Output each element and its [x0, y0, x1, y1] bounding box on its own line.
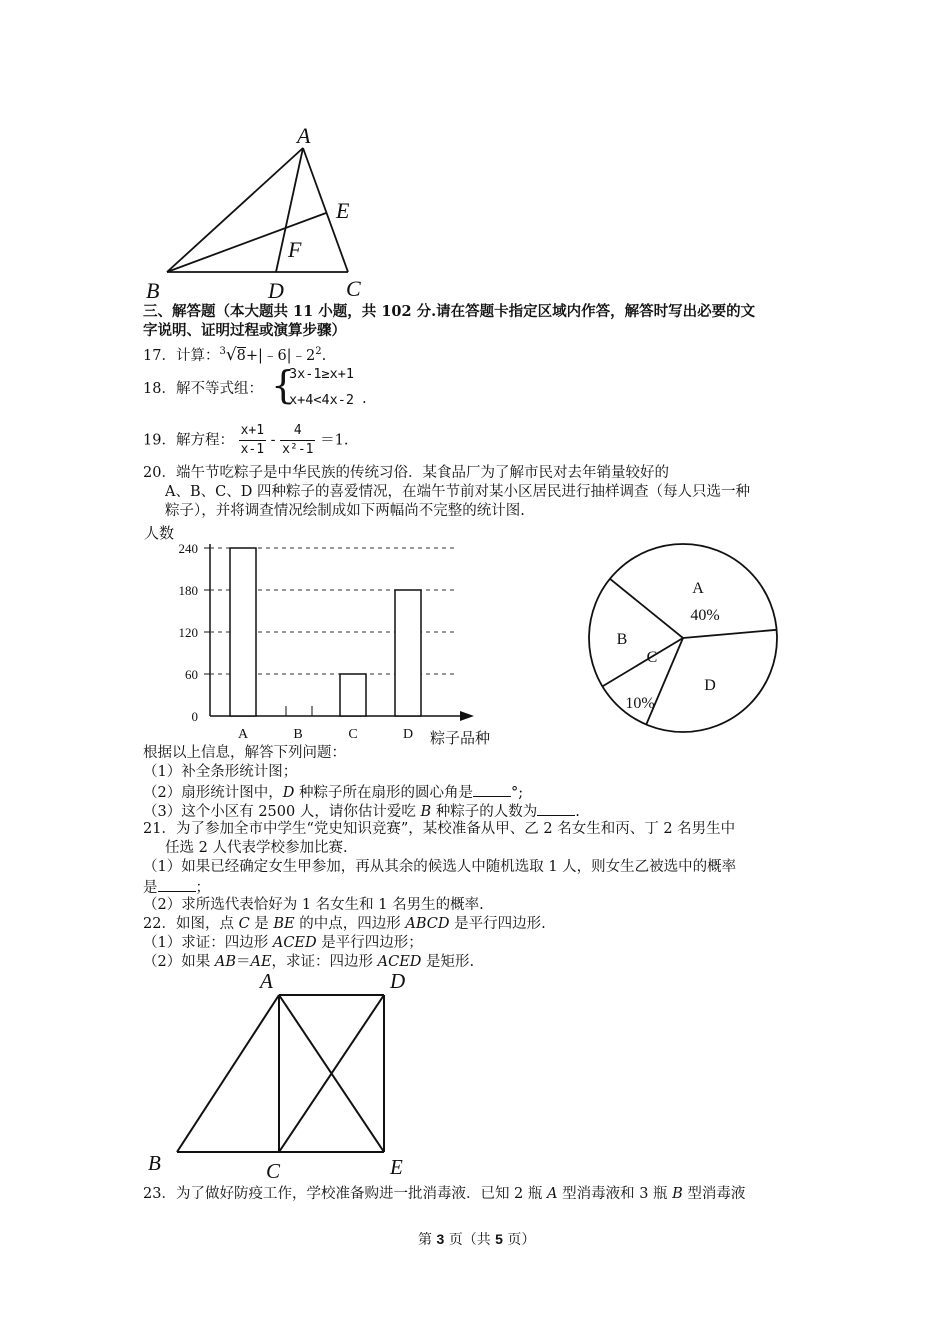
- label-c: C: [266, 1159, 281, 1183]
- section-heading-line1: 三、解答题（本大题共 11 小题，共 102 分.请在答题卡指定区域内作答，解答时写出必要的文: [143, 303, 756, 320]
- answer-blank[interactable]: [537, 801, 575, 816]
- question-21-line1: 21．为了参加全市中学生“党史知识竞赛”，某校准备从甲、乙 2 名女生和丙、丁 2 名男生中: [143, 821, 736, 837]
- pie-percent-A: 40%: [690, 607, 720, 624]
- pie-chart: [580, 540, 780, 740]
- y-tick-label: 240: [178, 541, 198, 556]
- pie-label-C: C: [646, 649, 658, 666]
- question-21-sub1-line1: （1）如果已经确定女生甲参加，再从其余的候选人中随机选取 1 人，则女生乙被选中的概率: [143, 859, 737, 875]
- question-20-sub2: （2）扇形统计图中，D 种粽子所在扇形的圆心角是 °;: [143, 782, 523, 802]
- label-a: A: [297, 123, 311, 148]
- bar-A: [230, 548, 256, 716]
- bar-D: [395, 590, 421, 716]
- section-heading-line2: 字说明、证明过程或演算步骤）: [143, 322, 346, 339]
- question-21-sub2: （2）求所选代表恰好为 1 名女生和 1 名男生的概率.: [143, 897, 484, 913]
- inequality-2: x+4<4x-2: [289, 392, 355, 408]
- label-b: B: [148, 1151, 161, 1175]
- label-f: F: [288, 237, 302, 262]
- y-axis-label: 人数: [144, 526, 175, 542]
- label-a: A: [260, 969, 273, 993]
- y-tick-label: 60: [185, 667, 198, 682]
- question-20-line2: A、B、C、D 四种粽子的喜爱情况，在端午节前对某小区居民进行抽样调查（每人只选一种: [165, 484, 750, 500]
- triangle-figure: [140, 120, 380, 305]
- question-17: 17．计算：$^3√8+|﹣6|﹣2^2$.: [143, 344, 327, 365]
- label-c: C: [346, 276, 361, 301]
- fraction-2: $\frac{4}{\text{x²-1}}$: [282, 423, 314, 457]
- question-20-sub1: （1）补全条形统计图；: [143, 764, 298, 780]
- x-axis-label: 粽子品种: [430, 731, 491, 747]
- inequality-1: 3x-1≥x+1: [289, 366, 355, 382]
- pie-label-B: B: [616, 631, 628, 648]
- question-22-sub2: （2）如果 AB＝AE，求证：四边形 ACED 是矩形.: [143, 954, 475, 970]
- question-20-line1: 20．端午节吃粽子是中华民族的传统习俗．某食品厂为了解市民对去年销量较好的: [143, 465, 669, 481]
- question-21-line2: 任选 2 人代表学校参加比赛.: [165, 840, 348, 856]
- pie-label-D: D: [704, 677, 716, 694]
- question-19: 19．解方程： $\frac{x+1}{x-1}$ - $\frac{4}{\text{x²-1}}$ ＝1.: [143, 423, 349, 457]
- side-ab: [177, 995, 279, 1152]
- pie-label-A: A: [692, 580, 704, 597]
- question-22-sub1: （1）求证：四边形 ACED 是平行四边形；: [143, 935, 423, 951]
- question-20-prompt: 根据以上信息，解答下列问题：: [143, 745, 346, 761]
- segment-be: [167, 213, 326, 272]
- brace-symbol: {: [271, 363, 296, 407]
- page-footer: 第 3 页（共 5 页）: [418, 1231, 536, 1248]
- question-23-line1: 23．为了做好防疫工作，学校准备购进一批消毒液．已知 2 瓶 A 型消毒液和 3 瓶 B 型消毒液: [143, 1186, 746, 1202]
- fraction-1: $\frac{x+1}{x-1}$: [240, 423, 265, 457]
- label-d: D: [268, 278, 284, 303]
- answer-blank[interactable]: [473, 782, 511, 797]
- question-22: 22．如图，点 C 是 BE 的中点，四边形 ABCD 是平行四边形.: [143, 916, 546, 932]
- side-ab: [167, 148, 303, 272]
- label-b: B: [146, 278, 160, 303]
- question-18-prefix: 18．解不等式组：: [143, 381, 263, 397]
- label-e: E: [390, 1155, 403, 1179]
- x-tick-label-D: D: [402, 727, 414, 742]
- question-21-sub1-line2: 是 ；: [143, 877, 210, 897]
- y-tick-label: 120: [178, 625, 198, 640]
- quadrilateral-figure: [140, 968, 430, 1188]
- bar-chart: [140, 518, 491, 748]
- question-18-end: .: [362, 391, 367, 407]
- y-tick-label: 0: [191, 709, 198, 724]
- y-tick-label: 180: [178, 583, 198, 598]
- x-tick-label-C: C: [348, 727, 358, 742]
- answer-blank[interactable]: [158, 877, 196, 892]
- label-e: E: [336, 198, 350, 223]
- bar-C: [340, 674, 366, 716]
- question-20-line3: 粽子），并将调查情况绘制成如下两幅尚不完整的统计图.: [165, 503, 525, 519]
- pie-percent-C: 10%: [625, 695, 655, 712]
- question-20-sub3: （3）这个小区有 2500 人，请你估计爱吃 B 种粽子的人数为 .: [143, 801, 580, 821]
- x-tick-label-A: A: [237, 727, 249, 742]
- x-tick-label-B: B: [293, 727, 303, 742]
- label-d: D: [390, 969, 406, 993]
- x-axis-arrow: [460, 711, 474, 721]
